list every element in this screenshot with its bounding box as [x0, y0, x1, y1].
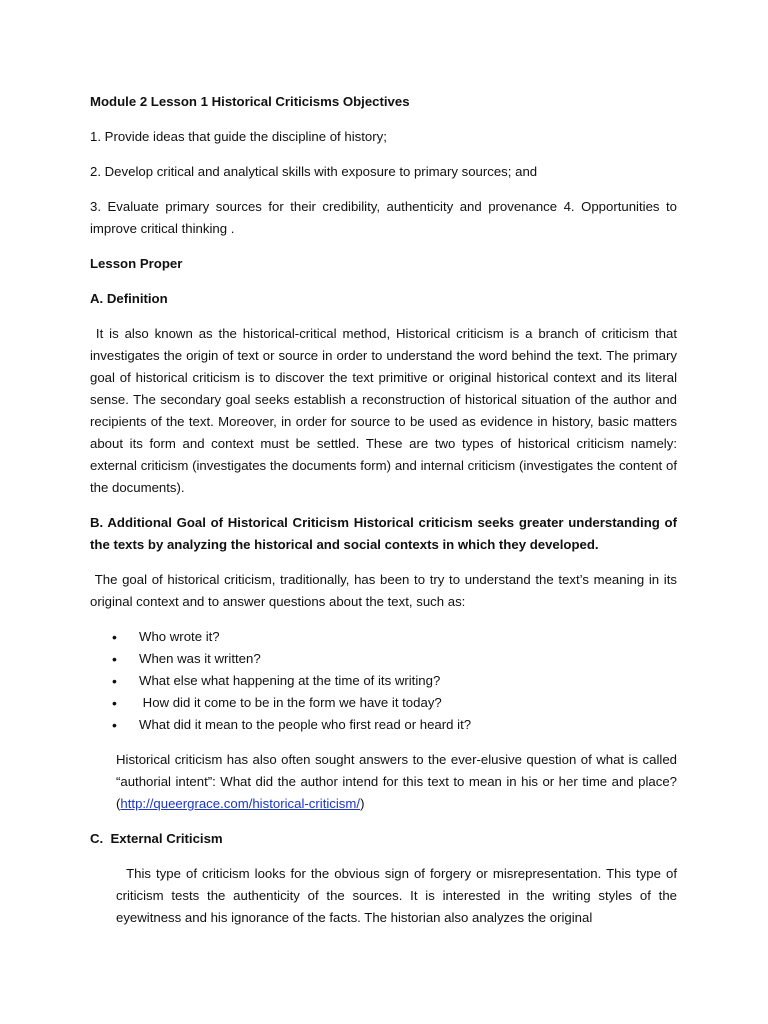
section-b-closing: [116, 749, 677, 815]
section-b-closing-text: Historical criticism has also often sought answers to the ever-elusive question of what is called “authorial intent”: What did the author intend for this text to mean in his or her time and place? (: [116, 752, 677, 811]
section-b-heading: B. Additional Goal of Historical Criticism Historical criticism seeks greater understanding of the texts by analyzing the historical and social contexts in which they developed.: [90, 515, 677, 552]
list-item: • What else what happening at the time of its writing?: [112, 670, 677, 692]
document-title: Module 2 Lesson 1 Historical Criticisms Objectives: [90, 94, 410, 109]
question-list: [90, 626, 677, 736]
objective-1: 1. Provide ideas that guide the discipline of history;: [90, 129, 387, 144]
list-item: • What did it mean to the people who first read or heard it?: [112, 714, 677, 736]
section-a-heading: A. Definition: [90, 291, 168, 306]
list-item: • How did it come to be in the form we have it today?: [112, 692, 677, 714]
list-item: • When was it written?: [112, 648, 677, 670]
section-b-intro: The goal of historical criticism, traditionally, has been to try to understand the text’s meaning in its original context and to answer questions about the text, such as:: [90, 572, 681, 609]
closing-paren: ): [360, 796, 365, 811]
source-link[interactable]: http://queergrace.com/historical-criticism/: [120, 796, 361, 811]
section-c-heading: C. External Criticism: [90, 831, 223, 846]
objective-2: 2. Develop critical and analytical skills with exposure to primary sources; and: [90, 164, 538, 179]
list-item: • Who wrote it?: [112, 626, 677, 648]
objective-3: 3. Evaluate primary sources for their credibility, authenticity and provenance 4. Opportunities to improve critical thinking .: [90, 199, 677, 236]
section-c-body: This type of criticism looks for the obvious sign of forgery or misrepresentation. This type of criticism tests the authenticity of the sources. It is interested in the writing styles of the eyewitness and his ignorance of the facts. The historian also analyzes the original: [116, 866, 681, 925]
lesson-proper-heading: Lesson Proper: [90, 256, 183, 271]
document-content: [90, 91, 681, 929]
section-a-body: It is also known as the historical-critical method, Historical criticism is a branch of criticism that investigates the origin of text or source in order to understand the word behind the text. The primary goal of historical criticism is to discover the text primitive or original historical context and its literal sense. The secondary goal seeks establish a reconstruction of historical situation of the author and recipients of the text. Moreover, in order for source to be used as evidence in history, basic matters about its form and context must be settled. These are two types of historical criticism namely: external criticism (investigates the documents form) and internal criticism (investigates the content of the documents).: [90, 326, 681, 495]
